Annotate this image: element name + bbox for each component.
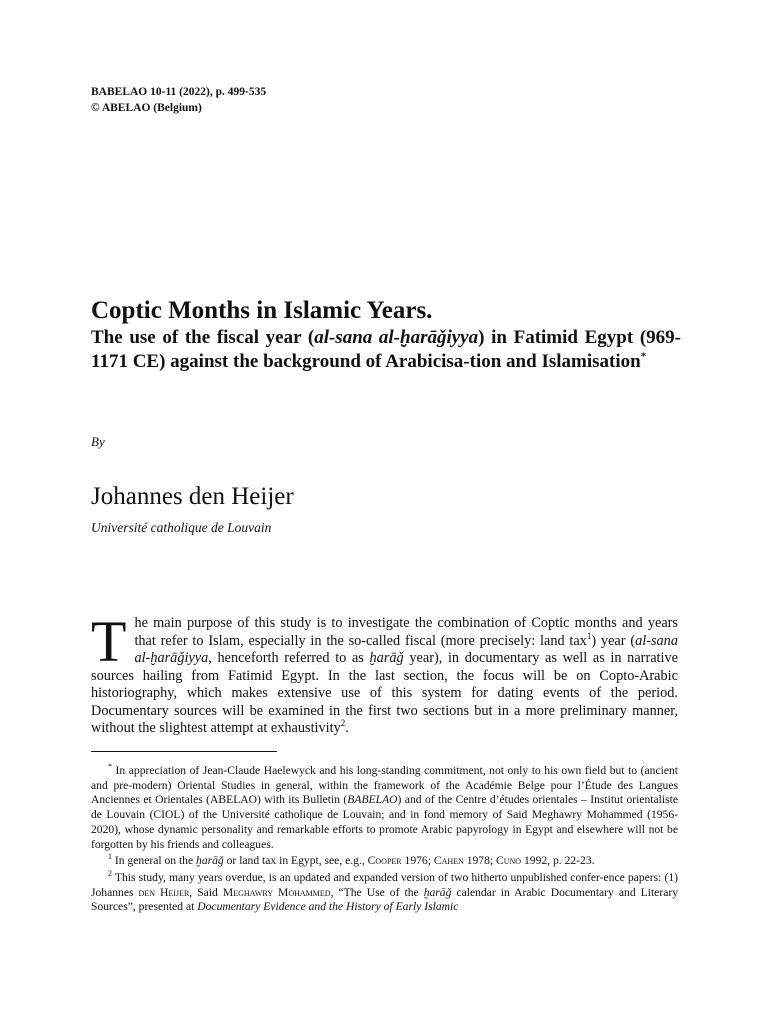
article-title: Coptic Months in Islamic Years. (91, 297, 433, 324)
body-paragraph (91, 609, 678, 738)
drop-cap: T (91, 609, 127, 674)
subtitle-part-1: The use of the fiscal year ( (91, 327, 315, 348)
footnote-1 (91, 854, 678, 869)
footnote-2-text-b: , Said (189, 885, 223, 899)
footnote-2-text-a: This study, many years overdue, is an updated and expanded version of two hitherto unpublished confer-ence papers: (1) Johannes (91, 870, 678, 899)
footnote-1-text-b: or land tax in Egypt, see, e.g., (223, 854, 368, 868)
journal-citation: BABELAO 10-11 (2022), p. 499-535 (91, 86, 267, 98)
article-subtitle (91, 326, 681, 373)
footnote-1-marker: 1 (108, 852, 112, 862)
subtitle-italic-term: al-sana al-ḫarāǧiyya (314, 327, 479, 348)
author-name: Johannes den Heijer (91, 483, 294, 510)
footnote-2-marker: 2 (108, 869, 112, 879)
copyright-notice: © ABELAO (Belgium) (91, 102, 202, 114)
footnote-1-text-c: 1976; (401, 854, 434, 868)
footnote-1-text-a: In general on the (112, 854, 197, 868)
footnote-star-italic: BABELAO (347, 793, 398, 807)
body-text-e: . (345, 720, 349, 736)
body-italic-term-2: ḫarāǧ (369, 650, 404, 666)
footnote-1-text-d: 1978; (463, 854, 497, 868)
footnote-1-text-e: 1992, p. 22-23. (521, 854, 595, 868)
footnote-2-author-den-heijer: den Heijer (138, 885, 190, 899)
body-text-d: year), in documentary as well as in narrative sources hailing from Fatimid Egypt. In the last section, the focus will be on Copto-Arabic historiography, which makes extensive use of this system for dating events of the period. Documentary sources will be examined in the first two sections but in a more preliminary manner, without the slightest attempt at exhaustivity (91, 650, 678, 736)
footnote-star (91, 764, 678, 852)
article-title-block (91, 296, 681, 373)
footnote-1-cite-cooper: Cooper (367, 854, 402, 868)
by-label: By (91, 434, 105, 449)
body-text-b: ) year ( (591, 632, 636, 649)
footnote-1-cite-cahen: Cahen (433, 854, 464, 868)
footnote-ref-2[interactable]: 2 (340, 718, 346, 729)
body-text-a: he main purpose of this study is to investigate the combination of Coptic months and years that refer to Islam, especially in the so-called fiscal (more precisely: land tax (134, 615, 678, 649)
body-italic-term-1: al-sana al-ḫarāǧiyya (134, 632, 678, 666)
footnote-2-italic-title: Documentary Evidence and the History of Early Islamic (197, 900, 459, 914)
footnote-2 (91, 871, 678, 915)
footnotes-section (91, 764, 678, 917)
footnote-star-marker: * (108, 762, 112, 772)
footnote-2-text-c: , “The Use of the (330, 885, 424, 899)
footnote-separator (91, 751, 277, 752)
footnote-1-cite-cuno: Cuno (496, 854, 522, 868)
footnote-star-text-a: In appreciation of Jean-Claude Haelewyck and his long-standing commitment, not only to his own field but to (ancient and pre-modern) Oriental Studies in general, within the framework of the Académie Belge pour l’Étude des Langues Anciennes et Orientales (ABELAO) with its Bulletin ( (91, 764, 678, 807)
footnote-1-italic: ḫarāǧ (196, 854, 224, 868)
subtitle-footnote-marker[interactable]: * (640, 350, 647, 363)
body-text-c: , henceforth referred to as (208, 650, 370, 666)
footnote-2-text-d: calendar in Arabic Documentary and Literary Sources”, presented at (91, 885, 678, 914)
journal-header (91, 84, 266, 116)
footnote-ref-1[interactable]: 1 (586, 630, 592, 641)
footnote-star-text-b: ) and of the Centre d’études orientales – Institut orientaliste de Louvain (CIOL) of the Université catholique de Louvain; and in fond memory of Said Meghawry Mohammed (1956-2020), whose dynamic personality and remarkable efforts to promote Arabic papyrology in Egypt and elsewhere will not be forgotten by his friends and colleagues. (91, 793, 678, 851)
footnote-2-author-meghawry: Meghawry Mohammed (222, 885, 331, 899)
subtitle-part-2: ) in Fatimid Egypt (969-1171 CE) against the background of Arabicisa-tion and Islamisation (91, 327, 682, 372)
footnote-2-italic-term: ḫarāǧ (423, 885, 452, 899)
author-affiliation: Université catholique de Louvain (91, 520, 272, 535)
